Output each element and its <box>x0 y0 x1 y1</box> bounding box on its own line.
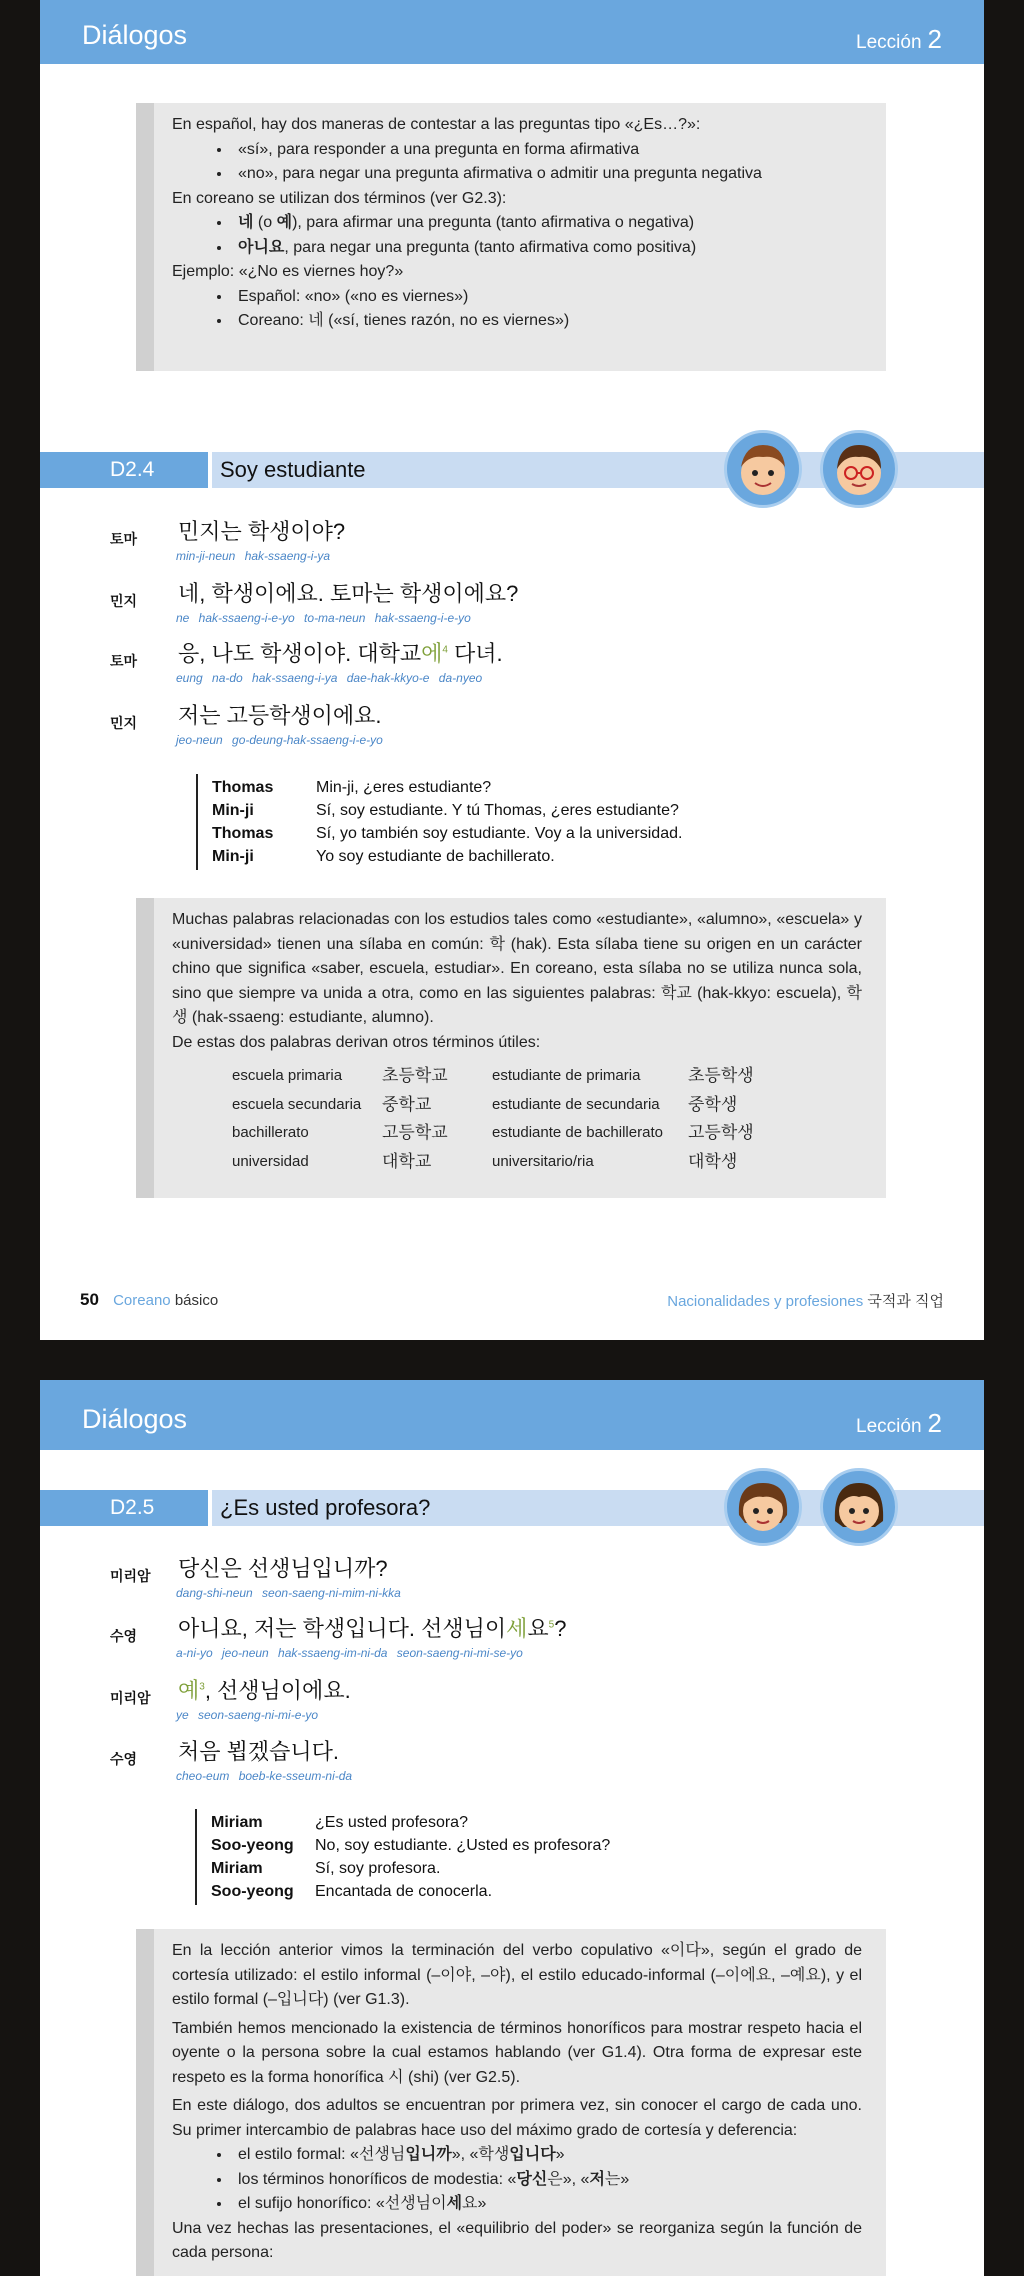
table-row: escuela primaria 초등학교 estudiante de primaria 초등학생 <box>232 1066 754 1085</box>
lesson-label: Lección 2 <box>856 1408 942 1438</box>
translation-row: Min-ji Sí, soy estudiante. Y tú Thomas, ¿eres estudiante? <box>212 802 679 819</box>
list-item: • Coreano: 네 («sí, tienes razón, no es viernes») <box>232 309 862 334</box>
dialogue-title: ¿Es usted profesora? <box>212 1490 984 1526</box>
translation-row: Thomas Sí, yo también soy estudiante. Voy a la universidad. <box>212 825 683 842</box>
korean-text: 당신은 선생님입니까? <box>178 1556 388 1581</box>
list-item: • «sí», para responder a una pregunta en forma afirmativa <box>232 138 862 163</box>
list-item: • «no», para negar una pregunta afirmativa o admitir una pregunta negativa <box>232 162 862 187</box>
translation-row: Soo-yeong No, soy estudiante. ¿Usted es profesora? <box>211 1837 611 1854</box>
page-header <box>40 0 984 64</box>
dialogue-header-d2-4 <box>40 452 984 488</box>
speaker-name: 미리암 <box>110 1690 151 1706</box>
speaker-name: 토마 <box>110 531 138 547</box>
page-header <box>40 1380 984 1450</box>
lesson-number: 2 <box>927 24 942 54</box>
page-number: 50 <box>80 1290 99 1309</box>
translation-row: Miriam ¿Es usted profesora? <box>211 1814 468 1831</box>
footnote-marker: 5 <box>548 1619 555 1631</box>
table-row: universidad 대학교 universitario/ria 대학생 <box>232 1151 738 1171</box>
speaker-name: 토마 <box>110 653 138 669</box>
list-item: • Español: «no» («no es viernes») <box>232 285 862 310</box>
woman-avatar-icon <box>820 1468 898 1546</box>
korean-text: 네, 학생이에요. 토마는 학생이에요? <box>178 581 519 606</box>
romanization: ye seon-saeng-ni-mi-e-yo <box>176 1708 319 1722</box>
romanization: min-ji-neun hak-ssaeng-i-ya <box>176 549 331 563</box>
book-title-b: básico <box>174 1292 219 1309</box>
translation-block <box>195 1809 610 1905</box>
dialogue-line <box>40 699 984 759</box>
dialogue-code: D2.4 <box>40 452 208 488</box>
book-title-a: Coreano <box>113 1292 171 1309</box>
romanization: cheo-eum boeb-ke-sseum-ni-da <box>176 1769 353 1783</box>
korean-text: 응, 나도 학생이야. 대학교에$^4$ 다녀. <box>178 641 503 666</box>
korean-text: 저는 고등학생이에요. <box>178 703 382 728</box>
page-footer <box>80 1290 944 1310</box>
dialogue-header-d2-5 <box>40 1490 984 1526</box>
list-item: • el estilo formal: «선생님입니까», «학생입니다» <box>232 2143 862 2168</box>
speaker-name: 수영 <box>110 1628 138 1644</box>
list-item: • 아니요, para negar una pregunta (tanto afirmativa como positiva) <box>232 236 862 261</box>
girl-avatar-icon <box>724 1468 802 1546</box>
romanization: jeo-neun go-deung-hak-ssaeng-i-e-yo <box>176 733 383 747</box>
speaker-name: 수영 <box>110 1751 138 1767</box>
table-row: bachillerato 고등학교 estudiante de bachillerato 고등학생 <box>232 1123 754 1142</box>
footnote-marker: 4 <box>442 644 448 656</box>
speaker-name: 민지 <box>110 593 138 609</box>
translation-row: Miriam Sí, soy profesora. <box>211 1860 441 1877</box>
korean-text: 예$^3$, 선생님이에요. <box>178 1678 351 1703</box>
korean-text: 민지는 학생이야? <box>178 519 346 544</box>
lesson-number: 2 <box>927 1408 942 1438</box>
section-title: Diálogos <box>82 20 188 50</box>
list-item: • el sufijo honorífico: «선생님이세요» <box>232 2192 862 2217</box>
translation-block <box>196 774 682 870</box>
vocabulary-note-hak: Muchas palabras relacionadas con los estudios tales como «estudiante», «alumno», «escuela» y «universidad» tienen una sílaba en común: 학 (hak). Esta sílaba tiene su origen en un carácter chino que significa «saber, escuela, estudiar». En coreano, esta sílaba no se utiliza nunca sola, sino que siempre va unida a otra, como en las siguientes palabras: 학교 (hak-kkyo: escuela), 학생 (hak-ssaeng: estudiante, alumno). De estas dos palabras derivan otros términos útiles: escuela primaria 초등학교 estudiante de primaria 초등학생 escuela secundaria 중학교 estudiante de secundaria 중학생 bachillerato 고등학교 estudiante de bachillerato 고등학생 universidad 대학교 universitario/ria 대학생 <box>136 898 886 1198</box>
romanization: a-ni-yo jeo-neun hak-ssaeng-im-ni-da seon-saeng-ni-mi-se-yo <box>176 1646 523 1660</box>
translation-row: Min-ji Yo soy estudiante de bachillerato. <box>212 848 555 865</box>
romanization: eung na-do hak-ssaeng-i-ya dae-hak-kkyo-e da-nyeo <box>176 671 483 685</box>
bullet-list <box>232 138 862 187</box>
romanization: dang-shi-neun seon-saeng-ni-mim-ni-kka <box>176 1586 401 1600</box>
table-row: escuela secundaria 중학교 estudiante de secundaria 중학생 <box>232 1094 738 1114</box>
vocabulary-table <box>232 1063 798 1177</box>
dialogue-line <box>40 515 984 575</box>
grammar-note-yes-no: En español, hay dos maneras de contestar a las preguntas tipo «¿Es…?»: • «sí», para responder a una pregunta en forma afirmativa • «no», para negar una pregunta afirmativa o admitir una pregunta negativa En coreano se utilizan dos términos (ver G2.3): • 네 (o 예), para afirmar una pregunta (tanto afirmativa o negativa) • 아니요, para negar una pregunta (tanto afirmativa como positiva) Ejemplo: «¿No es viernes hoy?» • Español: «no» («no es viernes») • Coreano: 네 («sí, tienes razón, no es viernes») <box>136 103 886 371</box>
bullet-list <box>232 2143 862 2217</box>
page-50 <box>40 0 984 1340</box>
dialogue-line <box>40 1552 984 1612</box>
page-51 <box>40 1380 984 2276</box>
bullet-list <box>232 211 862 260</box>
speaker-name: 민지 <box>110 715 138 731</box>
section-title: Diálogos <box>82 1404 188 1434</box>
dialogue-line <box>40 637 984 697</box>
boy-avatar-icon <box>724 430 802 508</box>
dialogue-line <box>40 1674 984 1734</box>
dialogue-line <box>40 1612 984 1672</box>
korean-text: 아니요, 저는 학생입니다. 선생님이세요$^5$? <box>178 1616 567 1641</box>
dialogue-title: Soy estudiante <box>212 452 984 488</box>
korean-text: 처음 뵙겠습니다. <box>178 1739 339 1764</box>
list-item: • 네 (o 예), para afirmar una pregunta (tanto afirmativa o negativa) <box>232 211 862 236</box>
list-item: • los términos honoríficos de modestia: «당신은», «저는» <box>232 2168 862 2193</box>
bullet-list <box>232 285 862 334</box>
grammar-note-honorifics: En la lección anterior vimos la terminación del verbo copulativo «이다», según el grado de cortesía utilizado: el estilo informal (–이야, –야), el estilo educado-informal (–이에요, –예요), y el estilo formal (–입니다) (ver G1.3). También hemos mencionado la existencia de términos honoríficos para mostrar respeto hacia el oyente o la persona sobre la cual estamos hablando (ver G1.4). Otra forma de expresar este respeto es la forma honorífica 시 (shi) (ver G2.5). En este diálogo, dos adultos se encuentran por primera vez, sin conocer el cargo de cada uno. Su primer intercambio de palabras hace uso del máximo grado de cortesía y deferencia: • el estilo formal: «선생님입니까», «학생입니다» • los términos honoríficos de modestia: «당신은», «저는» • el sufijo honorífico: «선생님이세요» Una vez hechas las presentaciones, el «equilibrio del poder» se reorganiza según la función de cada persona: <box>136 1929 886 2276</box>
footnote-marker: 3 <box>199 1681 205 1693</box>
chapter-title: Nacionalidades y profesiones 국적과 직업 <box>667 1293 944 1310</box>
translation-row: Soo-yeong Encantada de conocerla. <box>211 1883 493 1900</box>
lesson-label: Lección 2 <box>856 24 942 54</box>
dialogue-line <box>40 577 984 637</box>
speaker-name: 미리암 <box>110 1568 151 1584</box>
romanization: ne hak-ssaeng-i-e-yo to-ma-neun hak-ssaeng-i-e-yo <box>176 611 471 625</box>
translation-row: Thomas Min-ji, ¿eres estudiante? <box>212 779 492 796</box>
dialogue-code: D2.5 <box>40 1490 208 1526</box>
dialogue-line <box>40 1735 984 1795</box>
boy-glasses-avatar-icon <box>820 430 898 508</box>
